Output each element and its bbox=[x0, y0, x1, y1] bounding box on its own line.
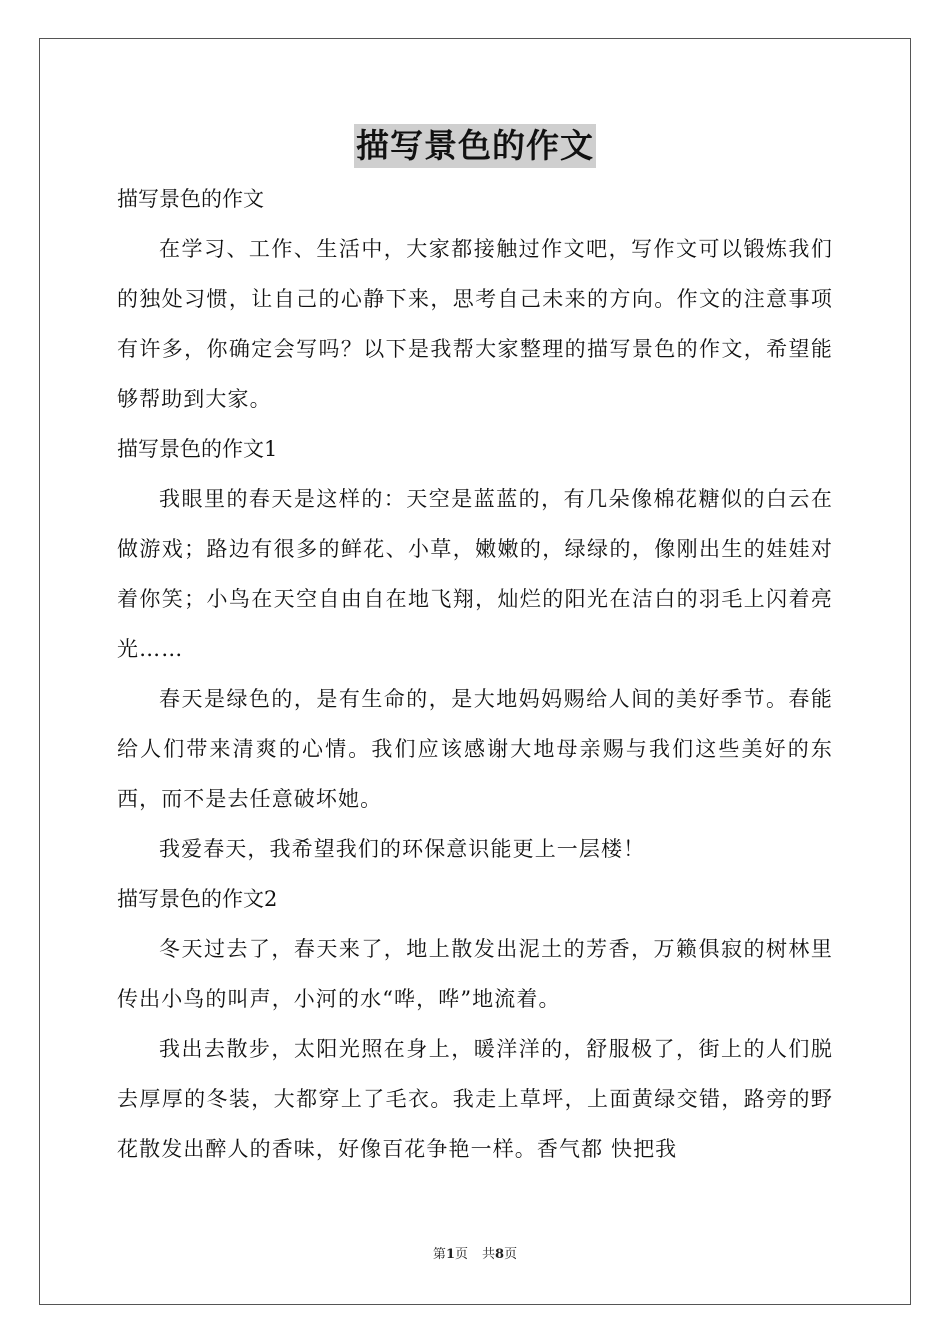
section-heading: 描写景色的作文1 bbox=[117, 437, 278, 461]
paragraph: 我眼里的春天是这样的：天空是蓝蓝的，有几朵像棉花糖似的白云在做游戏；路边有很多的鲜花、小草，嫩嫩的，绿绿的，像刚出生的娃娃对着你笑；小鸟在天空自由自在地飞翔，灿烂的阳光在洁白的羽毛上闪着亮光…… bbox=[117, 487, 833, 661]
paragraph: 春天是绿色的，是有生命的，是大地妈妈赐给人间的美好季节。春能给人们带来清爽的心情。我们应该感谢大地母亲赐与我们这些美好的东西，而不是去任意破坏她。 bbox=[117, 687, 833, 811]
total-prefix: 共 bbox=[482, 1247, 496, 1262]
paragraph: 在学习、工作、生活中，大家都接触过作文吧，写作文可以锻炼我们的独处习惯，让自己的心静下来，思考自己未来的方向。作文的注意事项有许多，你确定会写吗？以下是我帮大家整理的描写景色的作文，希望能够帮助到大家。 bbox=[117, 237, 833, 411]
total-suffix: 页 bbox=[504, 1247, 518, 1262]
current-page-number: 1 bbox=[445, 1247, 455, 1262]
total-page-count: 8 bbox=[495, 1247, 505, 1262]
paragraph: 我出去散步，太阳光照在身上，暖洋洋的，舒服极了，街上的人们脱去厚厚的冬装，大都穿上了毛衣。我走上草坪，上面黄绿交错，路旁的野花散发出醉人的香味，好像百花争艳一样。香气都 快把我 bbox=[117, 1037, 833, 1161]
section-heading: 描写景色的作文2 bbox=[117, 887, 278, 911]
document-body bbox=[117, 174, 833, 1174]
page-footer bbox=[0, 1246, 950, 1264]
page-prefix: 第 bbox=[432, 1247, 446, 1262]
section-heading: 描写景色的作文 bbox=[117, 187, 264, 211]
page-suffix: 页 bbox=[454, 1247, 468, 1262]
paragraph: 我爱春天，我希望我们的环保意识能更上一层楼！ bbox=[159, 837, 646, 861]
title-container bbox=[0, 124, 950, 168]
paragraph: 冬天过去了，春天来了，地上散发出泥土的芳香，万籁俱寂的树林里传出小鸟的叫声，小河的水“哗，哗”地流着。 bbox=[117, 937, 833, 1011]
document-title: 描写景色的作文 bbox=[354, 124, 596, 168]
